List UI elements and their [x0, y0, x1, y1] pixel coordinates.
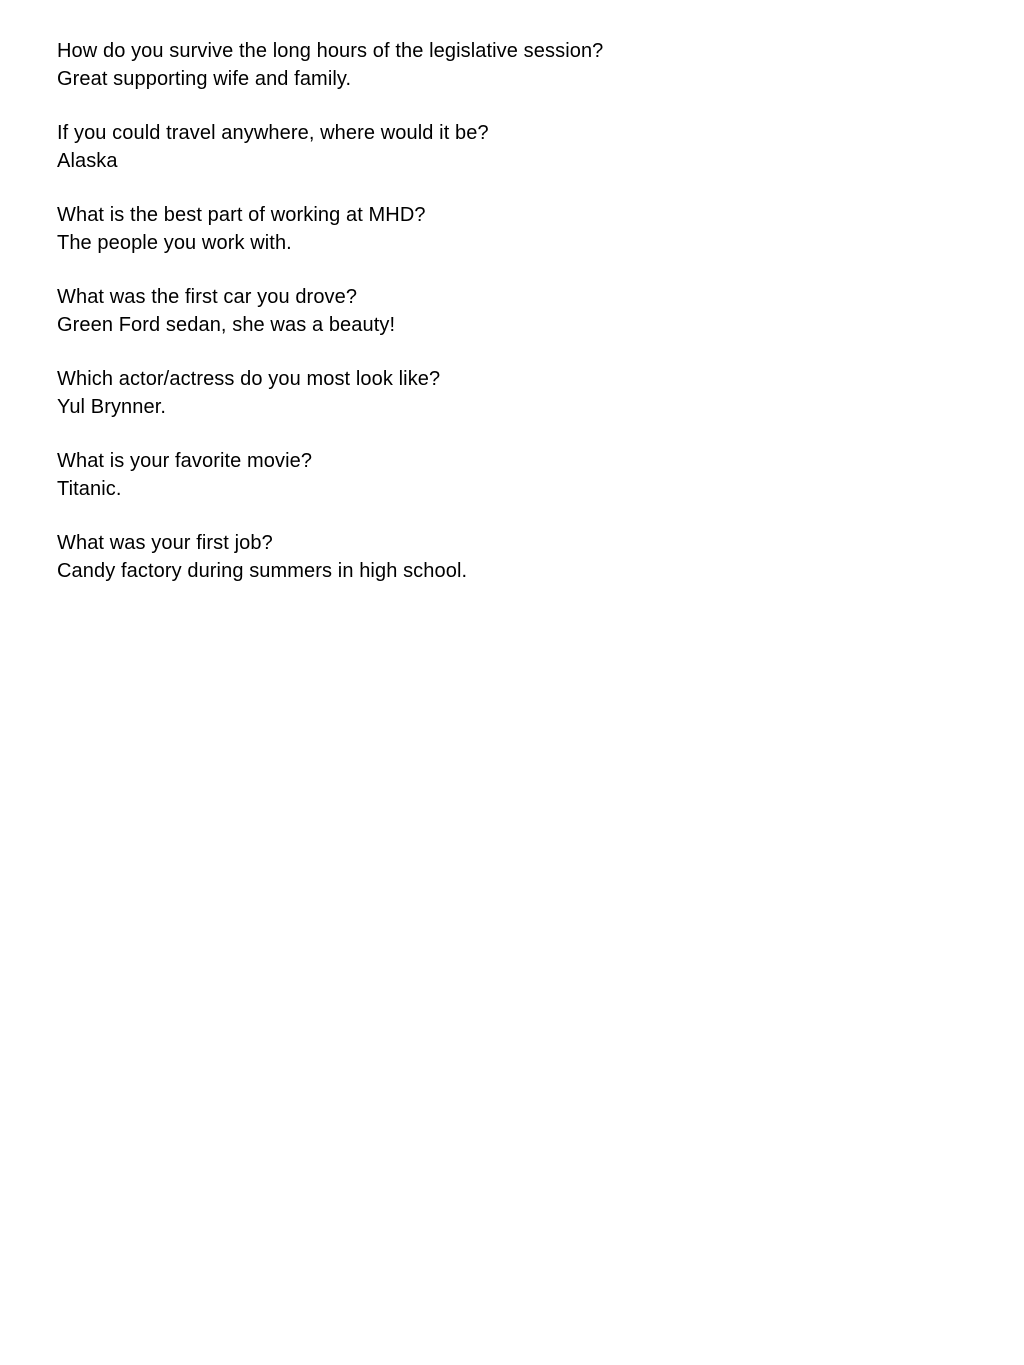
- answer-text: Yul Brynner.: [57, 395, 167, 418]
- answer-text: Alaska: [57, 149, 118, 172]
- answer-text: Candy factory during summers in high school.: [57, 559, 468, 582]
- question-text: If you could travel anywhere, where would it be?: [57, 122, 489, 144]
- qa-item: [57, 284, 957, 339]
- qa-item: [57, 38, 957, 93]
- qa-list: [57, 38, 957, 612]
- answer-text: Titanic.: [57, 477, 122, 500]
- question-text: Which actor/actress do you most look like?: [57, 368, 441, 390]
- question-text: How do you survive the long hours of the legislative session?: [57, 40, 604, 62]
- answer-text: Great supporting wife and family.: [57, 67, 352, 90]
- qa-item: [57, 448, 957, 503]
- answer-text: The people you work with.: [57, 231, 292, 254]
- question-text: What was the first car you drove?: [57, 286, 358, 308]
- question-text: What was your first job?: [57, 532, 273, 554]
- qa-item: [57, 366, 957, 421]
- answer-text: Green Ford sedan, she was a beauty!: [57, 313, 396, 336]
- question-text: What is your favorite movie?: [57, 450, 313, 472]
- qa-item: [57, 120, 957, 175]
- qa-item: [57, 202, 957, 257]
- question-text: What is the best part of working at MHD?: [57, 204, 426, 226]
- qa-item: [57, 530, 957, 585]
